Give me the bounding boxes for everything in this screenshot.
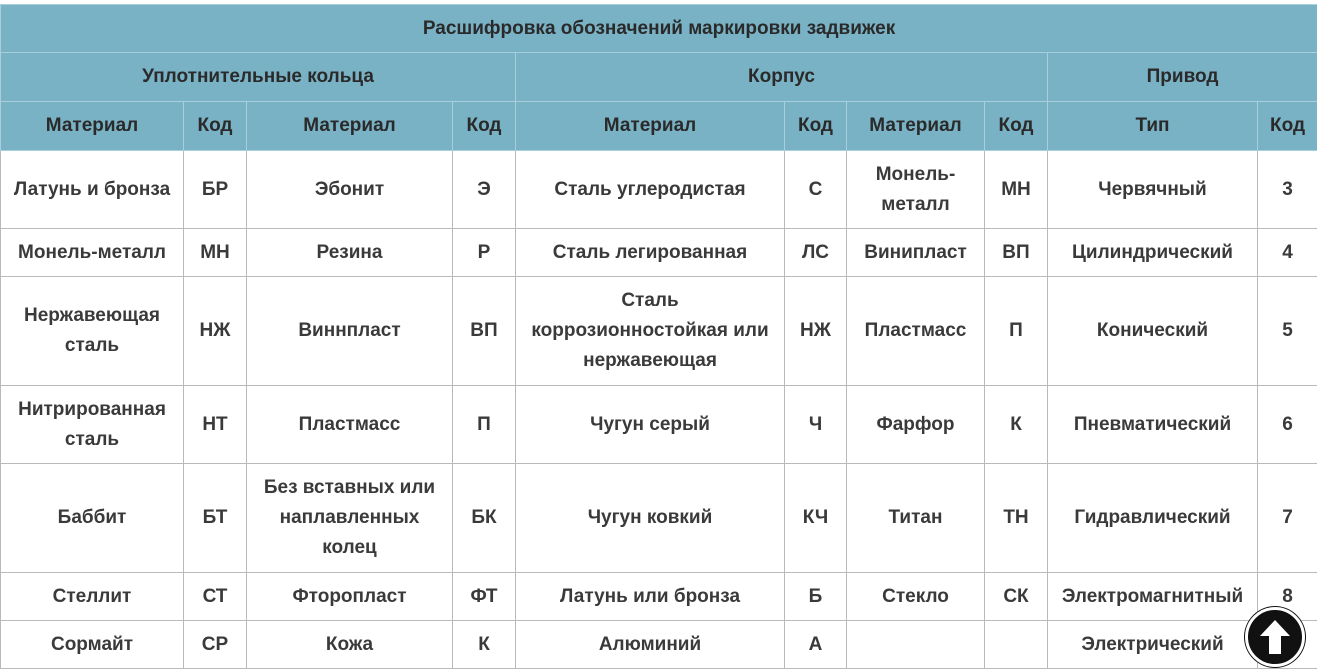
seal-material-cell: Сормайт xyxy=(1,621,184,669)
arrow-up-icon xyxy=(1257,618,1293,656)
body-material-cell: Чугун серый xyxy=(516,386,785,464)
seal-material-cell: Латунь и бронза xyxy=(1,151,184,229)
drive-code-cell: 7 xyxy=(1258,464,1317,573)
body-material-cell: Пластмасс xyxy=(847,277,985,386)
seal-material-cell: Пластмасс xyxy=(247,386,453,464)
body-code-cell: МН xyxy=(985,151,1048,229)
body-material-cell xyxy=(847,621,985,669)
body-material-cell: Сталь коррозионностойкая или нержавеющая xyxy=(516,277,785,386)
seal-code-cell: НТ xyxy=(184,386,247,464)
seal-code-cell: МН xyxy=(184,229,247,277)
table-row xyxy=(1,573,1317,621)
body-material-cell: Титан xyxy=(847,464,985,573)
scroll-to-top-button[interactable] xyxy=(1245,607,1305,667)
drive-code-cell: 4 xyxy=(1258,229,1317,277)
body-code-cell: СК xyxy=(985,573,1048,621)
drive-type-cell: Гидравлический xyxy=(1048,464,1258,573)
body-code-cell: А xyxy=(785,621,847,669)
seal-material-cell: Резина xyxy=(247,229,453,277)
seal-material-cell: Виннпласт xyxy=(247,277,453,386)
body-code-cell: КЧ xyxy=(785,464,847,573)
seal-material-cell: Нитрированная сталь xyxy=(1,386,184,464)
body-code-cell: ЛС xyxy=(785,229,847,277)
drive-code-cell: 8 xyxy=(1258,573,1317,621)
seal-material-cell: Без вставных или наплавленных колец xyxy=(247,464,453,573)
body-code-cell: К xyxy=(985,386,1048,464)
body-code-cell: НЖ xyxy=(785,277,847,386)
seal-code-cell: НЖ xyxy=(184,277,247,386)
seal-code-cell: Э xyxy=(453,151,516,229)
marking-table xyxy=(0,4,1317,669)
column-header-body-code-1: Код xyxy=(785,102,847,151)
seal-material-cell: Монель-металл xyxy=(1,229,184,277)
body-material-cell: Стекло xyxy=(847,573,985,621)
body-material-cell: Монель-металл xyxy=(847,151,985,229)
seal-code-cell: К xyxy=(453,621,516,669)
body-code-cell: П xyxy=(985,277,1048,386)
body-material-cell: Сталь углеродистая xyxy=(516,151,785,229)
table-row xyxy=(1,464,1317,573)
drive-type-cell: Электрический xyxy=(1048,621,1258,669)
seal-code-cell: П xyxy=(453,386,516,464)
seal-code-cell: БР xyxy=(184,151,247,229)
drive-type-cell: Конический xyxy=(1048,277,1258,386)
table-title: Расшифровка обозначений маркировки задвижек xyxy=(1,5,1317,53)
body-code-cell: ВП xyxy=(985,229,1048,277)
drive-type-cell: Электромагнитный xyxy=(1048,573,1258,621)
seal-material-cell: Нержавеющая сталь xyxy=(1,277,184,386)
body-material-cell: Латунь или бронза xyxy=(516,573,785,621)
body-material-cell: Фарфор xyxy=(847,386,985,464)
body-code-cell xyxy=(985,621,1048,669)
table-row xyxy=(1,277,1317,386)
table-row xyxy=(1,621,1317,669)
body-code-cell: Ч xyxy=(785,386,847,464)
column-header-body-material-2: Материал xyxy=(847,102,985,151)
seal-material-cell: Баббит xyxy=(1,464,184,573)
drive-code-cell: 5 xyxy=(1258,277,1317,386)
table-row xyxy=(1,386,1317,464)
column-header-body-code-2: Код xyxy=(985,102,1048,151)
body-material-cell: Винипласт xyxy=(847,229,985,277)
seal-code-cell: ВП xyxy=(453,277,516,386)
drive-code-cell: 3 xyxy=(1258,151,1317,229)
body-code-cell: С xyxy=(785,151,847,229)
seal-code-cell: СТ xyxy=(184,573,247,621)
group-header-body: Корпус xyxy=(516,53,1048,102)
column-header-body-material-1: Материал xyxy=(516,102,785,151)
table-row xyxy=(1,229,1317,277)
seal-code-cell: ФТ xyxy=(453,573,516,621)
body-material-cell: Чугун ковкий xyxy=(516,464,785,573)
body-code-cell: ТН xyxy=(985,464,1048,573)
seal-code-cell: БТ xyxy=(184,464,247,573)
body-material-cell: Алюминий xyxy=(516,621,785,669)
seal-material-cell: Эбонит xyxy=(247,151,453,229)
column-header-drive-code: Код xyxy=(1258,102,1317,151)
body-material-cell: Сталь легированная xyxy=(516,229,785,277)
drive-type-cell: Пневматический xyxy=(1048,386,1258,464)
drive-code-cell: 6 xyxy=(1258,386,1317,464)
group-header-seal-rings: Уплотнительные кольца xyxy=(1,53,516,102)
seal-material-cell: Кожа xyxy=(247,621,453,669)
seal-material-cell: Фторопласт xyxy=(247,573,453,621)
seal-material-cell: Стеллит xyxy=(1,573,184,621)
drive-type-cell: Червячный xyxy=(1048,151,1258,229)
drive-type-cell: Цилиндрический xyxy=(1048,229,1258,277)
group-header-drive: Привод xyxy=(1048,53,1317,102)
seal-code-cell: БК xyxy=(453,464,516,573)
column-header-seal-material-2: Материал xyxy=(247,102,453,151)
column-header-seal-material-1: Материал xyxy=(1,102,184,151)
seal-code-cell: СР xyxy=(184,621,247,669)
column-header-seal-code-2: Код xyxy=(453,102,516,151)
column-header-drive-type: Тип xyxy=(1048,102,1258,151)
body-code-cell: Б xyxy=(785,573,847,621)
table-row xyxy=(1,151,1317,229)
column-header-seal-code-1: Код xyxy=(184,102,247,151)
seal-code-cell: Р xyxy=(453,229,516,277)
